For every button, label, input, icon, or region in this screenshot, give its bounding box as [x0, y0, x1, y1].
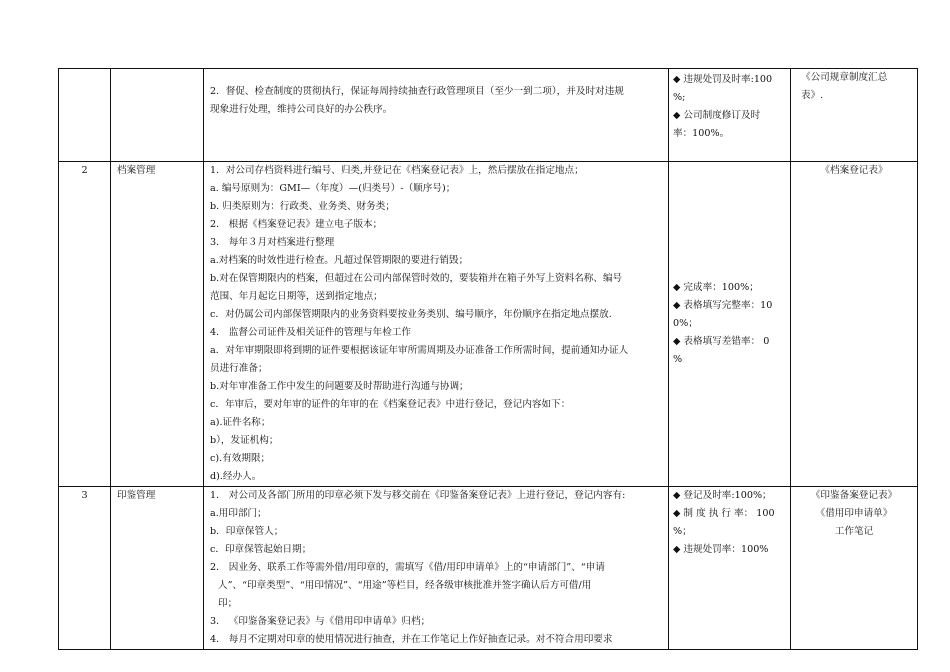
content-line: a. 编号原则为：GMI—（年度）—(归类号）-（顺序号)； — [210, 183, 456, 194]
work-content-cell — [204, 487, 669, 650]
content-line: 4． 监督公司证件及相关证件的管理与年检工作 — [210, 327, 412, 338]
content-line: c．年审后，要对年审的证件的年审的在《档案登记表》中进行登记，登记内容如下： — [210, 399, 571, 410]
work-content-cell — [204, 162, 669, 487]
table-row — [59, 162, 918, 487]
content-line: 2． 因业务、联系工作等需外借/用印章的，需填写《借/用印申请单》上的“申请部门”、“申请 — [210, 562, 605, 573]
kpi-cell — [669, 162, 791, 487]
content-line: 3． 每年３月对档案进行整理 — [210, 237, 335, 248]
content-line: c).有效期限； — [210, 453, 271, 464]
content-line: b.对在保管期限内的档案，但超过在公司内部保管时效的，要装箱并在箱子外写上资料名称、编号 — [210, 273, 623, 284]
related-docs-cell — [791, 162, 918, 487]
content-line: a.用印部门； — [210, 508, 267, 519]
content-line: c．印章保管起始日期； — [210, 544, 312, 555]
kpi-line: ◆ 公司制度修订及时 — [673, 110, 761, 121]
content-line: 现象进行处理，维持公司良好的办公秩序。 — [210, 104, 393, 115]
content-line: 1．对公司存档资料进行编号、归类,并登记在《档案登记表》上，然后摆放在指定地点； — [210, 165, 584, 176]
content-line: 4． 每月不定期对印章的使用情况进行抽查，并在工作笔记上作好抽查记录。对不符合用印要求 — [210, 634, 613, 645]
related-docs-cell — [791, 487, 918, 650]
kpi-line: ◆ 完成率：100%； — [673, 282, 759, 293]
content-line: a.对档案的时效性进行检查。凡超过保管期限的要进行销毁； — [210, 255, 469, 266]
content-line: 3． 《印鉴备案登记表》与《借用印申请单》归档； — [210, 616, 431, 627]
content-line: a．对年审期限即将到期的证件要根据该证年审所需周期及办证准备工作所需时间，提前通知办证人 — [210, 345, 629, 356]
doc-line: 《公司规章制度汇总 — [801, 72, 888, 83]
content-line: 员进行准备； — [210, 363, 268, 374]
work-content-cell — [204, 69, 669, 162]
kpi-line: ◆ 违规处罚及时率:100 — [673, 74, 773, 85]
kpi-line: %; — [673, 92, 686, 103]
content-line: d).经办人。 — [210, 471, 262, 482]
management-table — [58, 68, 918, 650]
table-row — [59, 69, 918, 162]
item-name-cell — [111, 69, 204, 162]
content-line: 2． 根据《档案登记表》建立电子版本； — [210, 219, 383, 230]
doc-line: 工作笔记 — [834, 526, 874, 537]
content-line: b. 归类原则为：行政类、业务类、财务类； — [210, 201, 395, 212]
kpi-line: ◆ 违规处罚率：100% — [673, 544, 769, 555]
doc-line: 《印鉴备案登记表》 — [810, 490, 898, 501]
related-docs-cell — [791, 69, 918, 162]
doc-line: 《借用印申请单》 — [815, 508, 893, 519]
item-name-cell: 印鉴管理 — [111, 487, 204, 650]
doc-line: 表》. — [801, 90, 824, 101]
row-number-cell: 3 — [59, 487, 111, 650]
table-row — [59, 487, 918, 650]
content-line: b.对年审准备工作中发生的问题要及时帮助进行沟通与协调； — [210, 381, 469, 392]
kpi-line: 率：100%。 — [673, 128, 730, 139]
kpi-line: ◆ 表格填写差错率： 0 — [673, 336, 770, 347]
kpi-line: ◆ 制 度 执 行 率： 100 — [673, 508, 775, 519]
kpi-cell — [669, 69, 791, 162]
row-number-cell — [59, 69, 111, 162]
doc-line: 《档案登记表》 — [820, 165, 888, 176]
kpi-line: 0%； — [673, 318, 698, 329]
content-line: b），发证机构； — [210, 435, 279, 446]
kpi-line: % — [673, 354, 683, 365]
content-line: b．印章保管人； — [210, 526, 284, 537]
content-line: c．对仍属公司内部保管期限内的业务资料要按业务类别、编号顺序，年份顺序在指定地点摆放. — [210, 309, 612, 320]
content-line: 1． 对公司及各部门所用的印章必须下发与移交前在《印鉴备案登记表》上进行登记，登记内容有: — [210, 490, 626, 501]
kpi-line: ◆ 表格填写完整率：10 — [673, 300, 773, 311]
kpi-cell — [669, 487, 791, 650]
content-line: a).证件名称； — [210, 417, 271, 428]
kpi-line: ◆ 登记及时率:100%； — [673, 490, 772, 501]
content-line: 人”、“印章类型”、“用印情况”、“用途”等栏目，经各级审核批准并签字确认后方可借/用 — [218, 580, 592, 591]
content-line: 范围、年月起讫日期等，送到指定地点； — [210, 291, 383, 302]
kpi-line: %； — [673, 526, 692, 537]
content-line: 2．督促、检查制度的贯彻执行，保证每周持续抽查行政管理项目（至少一到二项），并及时对违规 — [210, 86, 624, 97]
content-line: 印； — [218, 598, 238, 609]
item-name-cell: 档案管理 — [111, 162, 204, 487]
row-number-cell: 2 — [59, 162, 111, 487]
